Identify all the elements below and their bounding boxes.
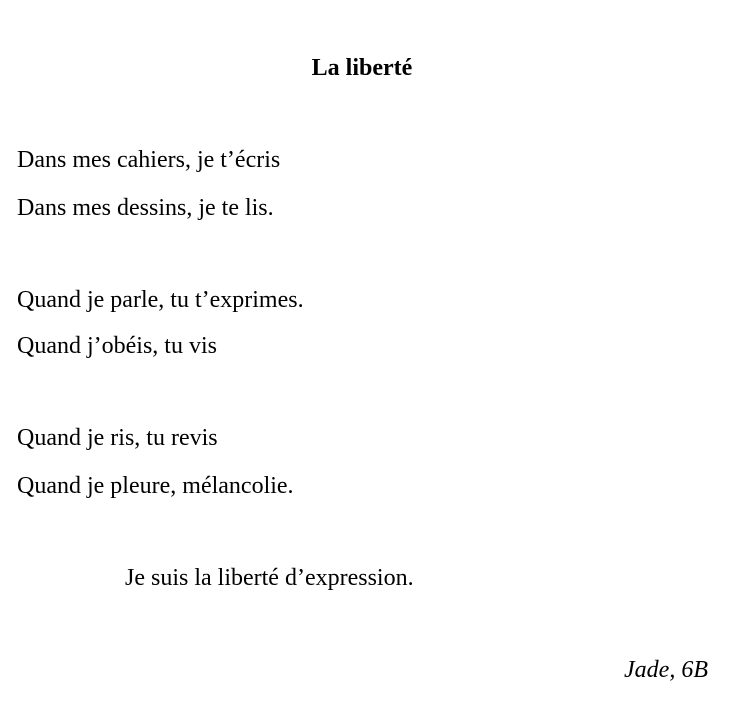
poem-line: Dans mes cahiers, je t’écris xyxy=(17,147,281,173)
poem-line: Dans mes dessins, je te lis. xyxy=(17,195,274,221)
poem-line: Quand je parle, tu t’exprimes. xyxy=(17,287,304,313)
author-signature: Jade, 6B xyxy=(624,657,708,683)
poem-line: Quand je pleure, mélancolie. xyxy=(17,473,294,499)
poem-line: Quand j’obéis, tu vis xyxy=(17,333,217,359)
poem-line: Quand je ris, tu revis xyxy=(17,425,218,451)
poem-title: La liberté xyxy=(311,55,413,81)
closing-line: Je suis la liberté d’expression. xyxy=(125,565,414,591)
